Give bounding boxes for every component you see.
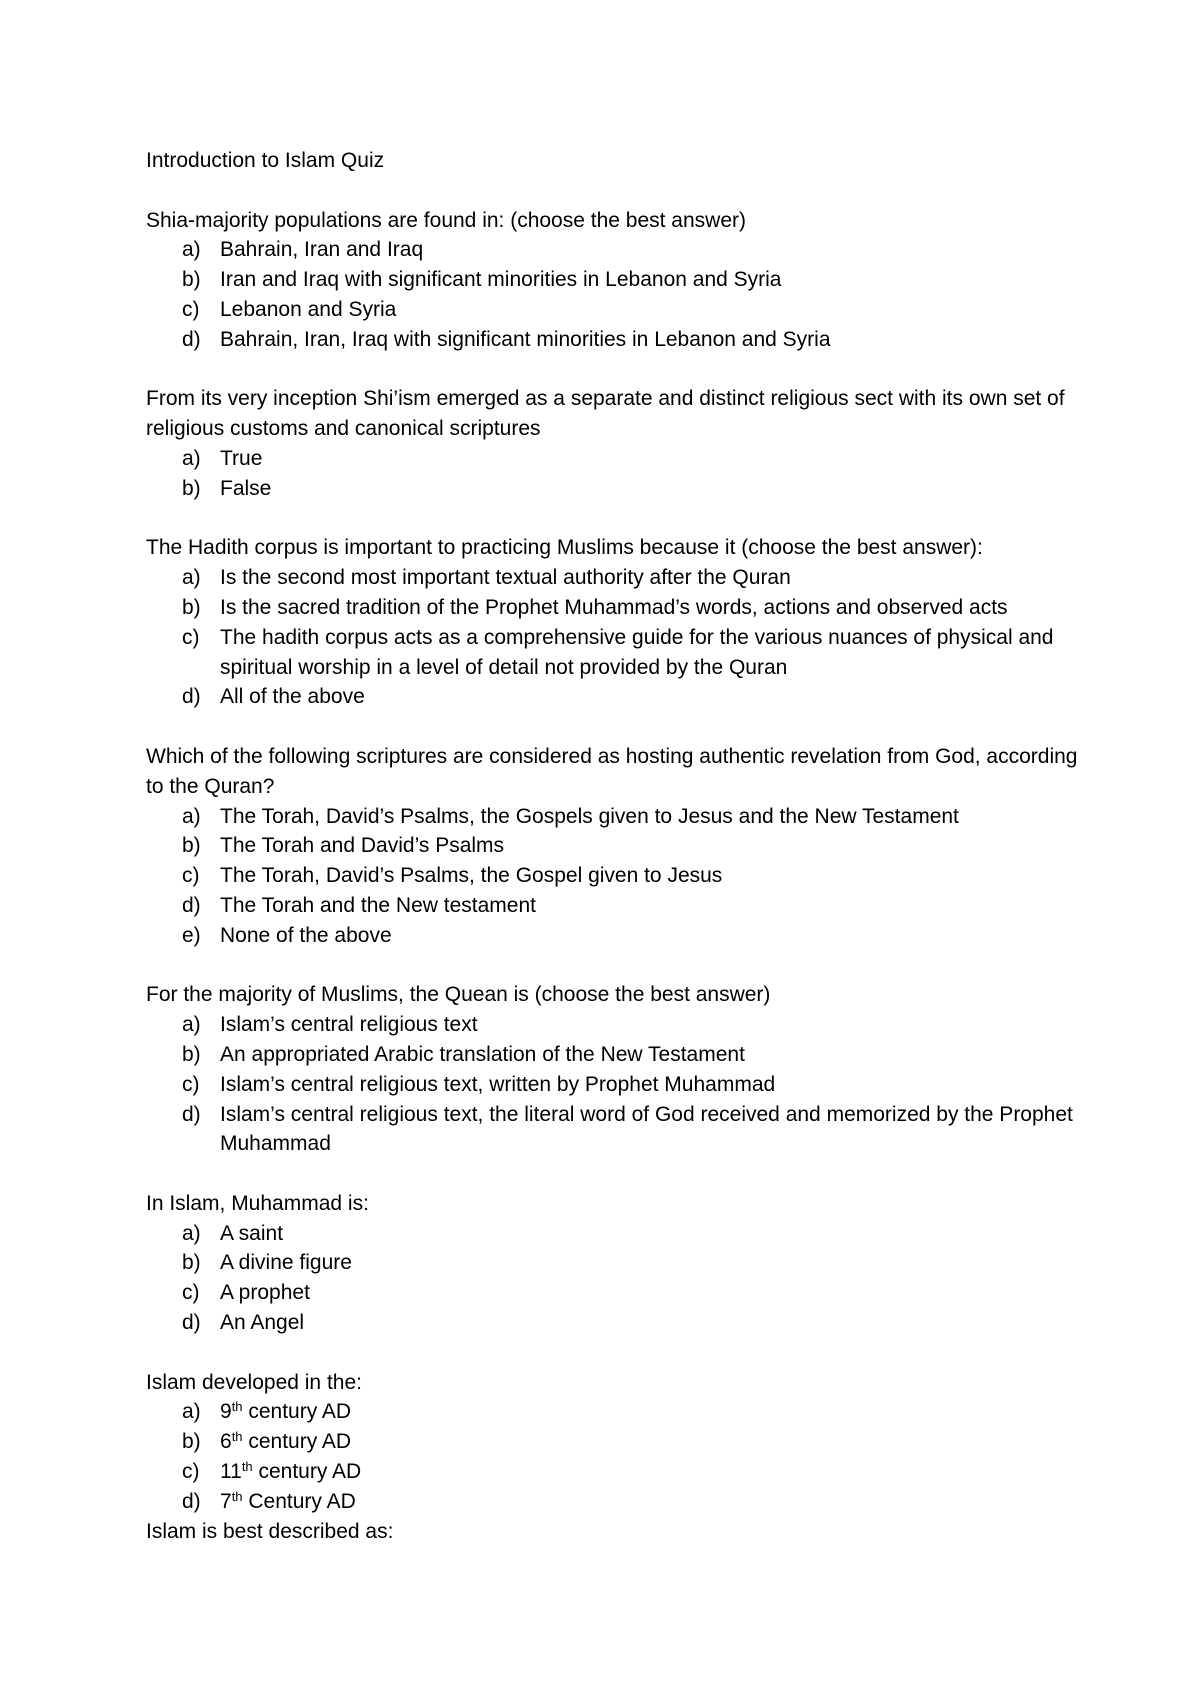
question-2 (146, 384, 1086, 503)
option-letter: b) (182, 834, 201, 858)
question-4 (146, 742, 1086, 951)
option-text: Islam’s central religious text, written by Prophet Muhammad (220, 1072, 776, 1096)
option-text: A prophet (220, 1281, 310, 1305)
option-item (146, 1100, 1086, 1160)
option-item (146, 1457, 1086, 1487)
option-item (146, 1219, 1086, 1249)
option-letter: c) (182, 625, 200, 649)
option-letter: a) (182, 1013, 201, 1037)
question-1 (146, 206, 1086, 355)
question-6 (146, 1189, 1086, 1338)
option-item (146, 682, 1086, 712)
question-prompt: For the majority of Muslims, the Quean is (choose the best answer) (146, 983, 771, 1007)
option-text: Bahrain, Iran and Iraq (220, 238, 424, 262)
option-letter: c) (182, 297, 200, 321)
option-item (146, 1397, 1086, 1427)
ordinal-number: 11 (220, 1460, 242, 1484)
option-item (146, 921, 1086, 951)
option-text: The Torah and the New testament (220, 893, 536, 917)
option-item (146, 325, 1086, 355)
option-letter: b) (182, 268, 201, 292)
option-letter: a) (182, 804, 201, 828)
option-item (146, 1070, 1086, 1100)
option-letter: a) (182, 238, 201, 262)
option-item (146, 295, 1086, 325)
option-list (146, 444, 1086, 504)
option-letter: d) (182, 1311, 201, 1335)
option-letter: d) (182, 327, 201, 351)
option-letter: a) (182, 1400, 201, 1424)
option-item (146, 1487, 1086, 1517)
ordinal-suffix: th (231, 1399, 243, 1415)
option-item (146, 1040, 1086, 1070)
ordinal-number: 7 (220, 1489, 232, 1513)
option-text (220, 1427, 1086, 1457)
question-prompt: The Hadith corpus is important to practicing Muslims because it (choose the best answer): (146, 536, 983, 560)
option-item (146, 1427, 1086, 1457)
option-item (146, 1010, 1086, 1040)
option-text (220, 1397, 1086, 1427)
option-item (146, 802, 1086, 832)
option-text (220, 1457, 1086, 1487)
question-5 (146, 980, 1086, 1159)
option-letter: a) (182, 446, 201, 470)
option-letter: b) (182, 1251, 201, 1275)
option-text: Bahrain, Iran, Iraq with significant minorities in Lebanon and Syria (220, 327, 831, 351)
option-item (146, 1248, 1086, 1278)
option-text: False (220, 476, 272, 500)
question-prompt: In Islam, Muhammad is: (146, 1191, 369, 1215)
option-list (146, 802, 1086, 951)
option-text-rest: century AD (242, 1400, 352, 1424)
question-prompt: Shia-majority populations are found in: (choose the best answer) (146, 208, 746, 232)
option-item (146, 444, 1086, 474)
option-text-rest: century AD (252, 1460, 362, 1484)
option-text: The Torah, David’s Psalms, the Gospel given to Jesus (220, 864, 723, 888)
option-text: Iran and Iraq with significant minorities in Lebanon and Syria (220, 268, 782, 292)
option-text: True (220, 446, 263, 470)
option-item (146, 265, 1086, 295)
option-item (146, 474, 1086, 504)
option-item (146, 861, 1086, 891)
option-text: Is the sacred tradition of the Prophet Muhammad’s words, actions and observed acts (220, 595, 1008, 619)
option-text-rest: century AD (242, 1430, 352, 1454)
option-item (146, 563, 1086, 593)
option-text: An appropriated Arabic translation of the New Testament (220, 1042, 745, 1066)
option-text: The hadith corpus acts as a comprehensive guide for the various nuances of physical and spiritual worship in a level of detail not provided by the Quran (220, 625, 1054, 679)
option-letter: d) (182, 1102, 201, 1126)
option-letter: a) (182, 566, 201, 590)
option-item (146, 831, 1086, 861)
document-title: Introduction to Islam Quiz (146, 149, 385, 172)
ordinal-number: 6 (220, 1430, 232, 1454)
option-text: A saint (220, 1221, 284, 1245)
ordinal-suffix: th (231, 1488, 243, 1504)
option-text (220, 1487, 1086, 1517)
option-text-rest: Century AD (242, 1489, 356, 1513)
option-letter: c) (182, 1072, 200, 1096)
option-text: Islam’s central religious text (220, 1013, 478, 1037)
question-prompt: Islam developed in the: (146, 1370, 362, 1394)
option-item (146, 891, 1086, 921)
option-letter: b) (182, 1042, 201, 1066)
option-letter: c) (182, 864, 200, 888)
option-text: A divine figure (220, 1251, 352, 1275)
option-text: An Angel (220, 1311, 305, 1335)
option-letter: a) (182, 1221, 201, 1245)
option-text: The Torah and David’s Psalms (220, 834, 505, 858)
option-text: Lebanon and Syria (220, 297, 397, 321)
option-list (146, 563, 1086, 712)
question-3 (146, 533, 1086, 712)
ordinal-suffix: th (231, 1429, 243, 1445)
option-text: Islam’s central religious text, the literal word of God received and memorized by the Prophet Muhammad (220, 1102, 1073, 1156)
option-text: Is the second most important textual authority after the Quran (220, 566, 791, 590)
option-item (146, 235, 1086, 265)
option-letter: b) (182, 595, 201, 619)
option-list (146, 1010, 1086, 1159)
option-item (146, 593, 1086, 623)
option-item (146, 623, 1086, 683)
option-letter: b) (182, 476, 201, 500)
question-7 (146, 1368, 1086, 1517)
option-letter: c) (182, 1460, 200, 1484)
question-8 (146, 1517, 1086, 1547)
option-letter: b) (182, 1430, 201, 1454)
option-letter: e) (182, 923, 201, 947)
option-text: The Torah, David’s Psalms, the Gospels given to Jesus and the New Testament (220, 804, 959, 828)
option-letter: c) (182, 1281, 200, 1305)
question-prompt: Which of the following scriptures are considered as hosting authentic revelation from God, according to the Quran? (146, 744, 1078, 798)
option-letter: d) (182, 1489, 201, 1513)
option-list (146, 1397, 1086, 1516)
ordinal-number: 9 (220, 1400, 232, 1424)
option-item (146, 1278, 1086, 1308)
ordinal-suffix: th (241, 1459, 253, 1475)
option-list (146, 235, 1086, 354)
question-prompt: Islam is best described as: (146, 1519, 394, 1543)
option-item (146, 1308, 1086, 1338)
option-text: All of the above (220, 685, 365, 709)
question-prompt: From its very inception Shi’ism emerged as a separate and distinct religious sect with its own set of religious customs and canonical scriptures (146, 387, 1065, 441)
option-text: None of the above (220, 923, 392, 947)
document-page (146, 146, 1086, 1546)
option-list (146, 1219, 1086, 1338)
option-letter: d) (182, 685, 201, 709)
option-letter: d) (182, 893, 201, 917)
